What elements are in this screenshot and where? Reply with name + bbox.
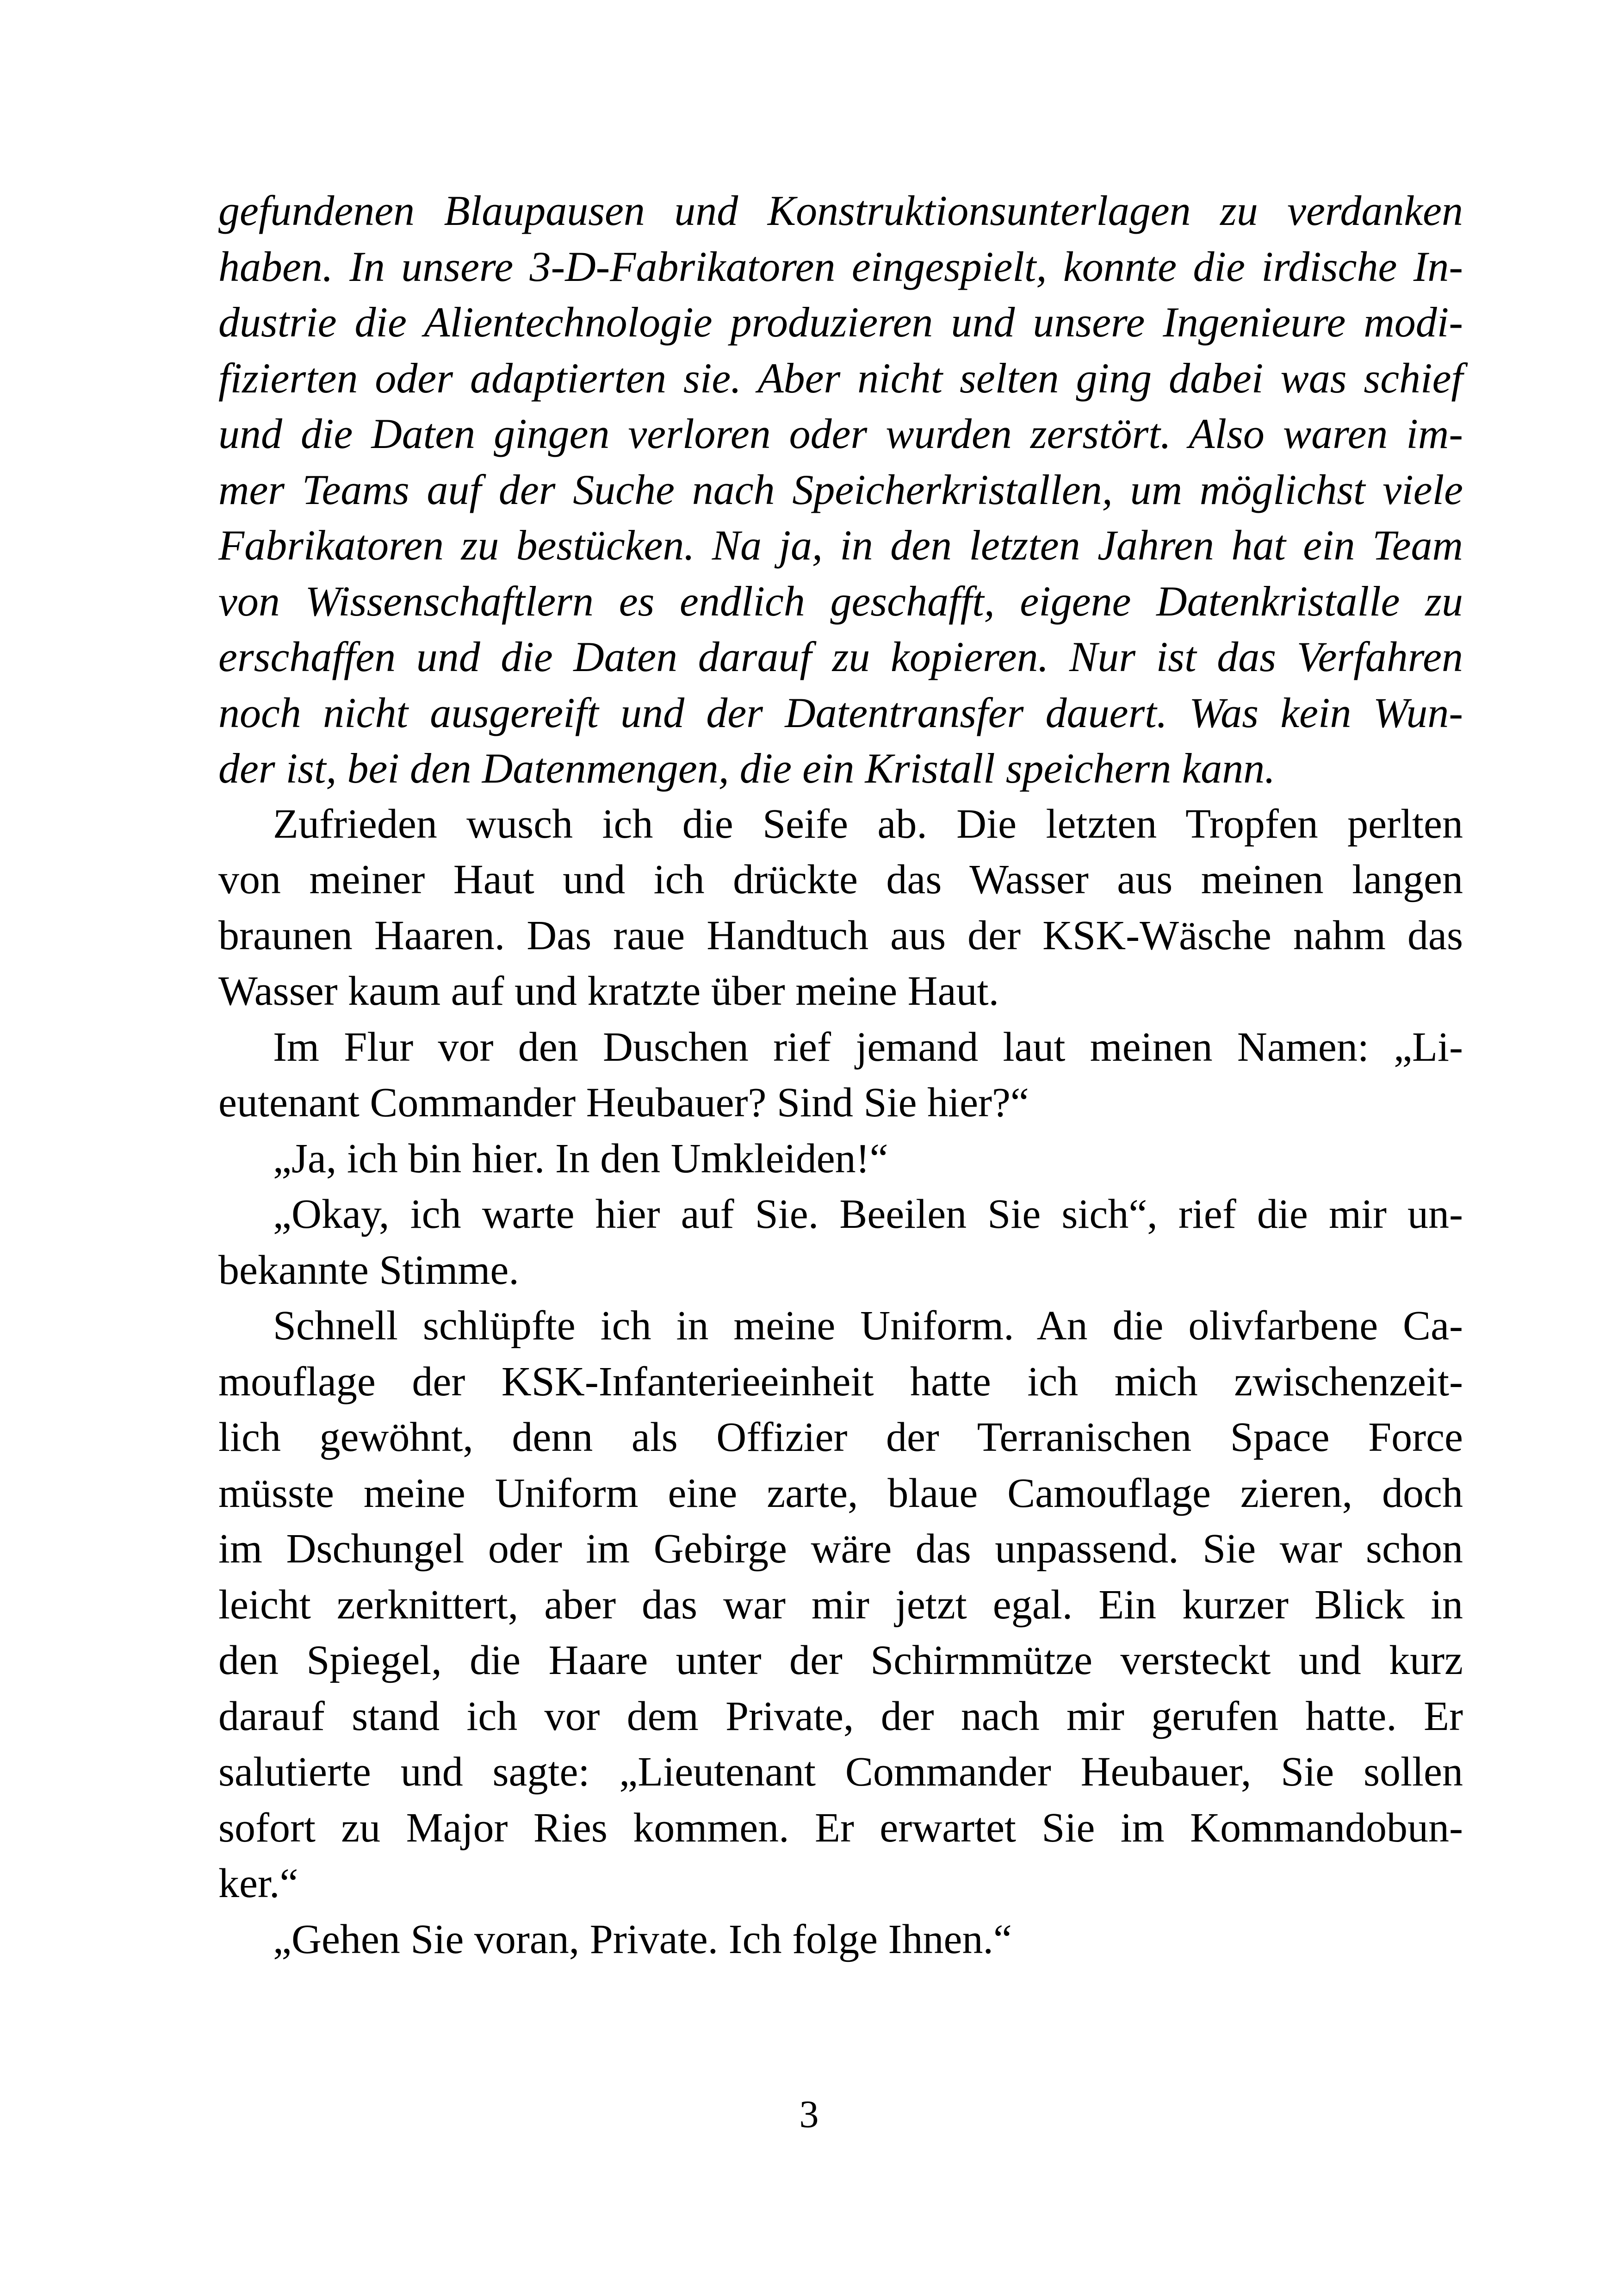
text-line: Im Flur vor den Duschen rief jemand laut meinen Namen: „Li- [273,1024,1463,1070]
text-line: Schnell schlüpfte ich in meine Uniform. An die olivfarbene Ca- [273,1303,1463,1349]
text-line: mer Teams auf der Suche nach Speicherkristallen, um möglichst viele [218,466,1463,513]
text-line: leicht zerknittert, aber das war mir jetzt egal. Ein kurzer Blick in [218,1581,1463,1628]
body-text [218,183,1463,1967]
text-line: „Ja, ich bin hier. In den Umkleiden!“ [273,1135,888,1182]
text-line: mouflage der KSK-Infanterieeinheit hatte ich mich zwischenzeit- [218,1358,1463,1405]
text-line: fizierten oder adaptierten sie. Aber nicht selten ging dabei was schief [218,354,1463,402]
text-line: Zufrieden wusch ich die Seife ab. Die letzten Tropfen perlten [273,801,1463,847]
text-line: gefundenen Blaupausen und Konstruktionsunterlagen zu verdanken [218,187,1463,234]
text-line: Wasser kaum auf und kratzte über meine Haut. [218,968,999,1014]
text-line: braunen Haaren. Das raue Handtuch aus der KSK-Wäsche nahm das [218,912,1463,958]
text-line: Fabrikatoren zu bestücken. Na ja, in den letzten Jahren hat ein Team [218,522,1463,569]
text-line: darauf stand ich vor dem Private, der nach mir gerufen hatte. Er [218,1693,1463,1739]
text-line: von Wissenschaftlern es endlich geschafft, eigene Datenkristalle zu [218,577,1463,625]
text-line: noch nicht ausgereift und der Datentransfer dauert. Was kein Wun- [218,689,1463,736]
text-line: müsste meine Uniform eine zarte, blaue Camouflage zieren, doch [218,1470,1463,1516]
text-line: „Okay, ich warte hier auf Sie. Beeilen Sie sich“, rief die mir un- [273,1191,1463,1237]
text-line: bekannte Stimme. [218,1247,519,1293]
text-line: ker.“ [218,1860,298,1906]
text-line: salutierte und sagte: „Lieutenant Commander Heubauer, Sie sollen [218,1749,1463,1795]
page-number: 3 [799,2093,819,2136]
text-line: erschaffen und die Daten darauf zu kopieren. Nur ist das Verfahren [218,633,1463,680]
text-line: der ist, bei den Datenmengen, die ein Kristall speichern kann. [218,745,1276,792]
text-line: sofort zu Major Ries kommen. Er erwartet Sie im Kommandobun- [218,1804,1463,1851]
text-line: den Spiegel, die Haare unter der Schirmmütze versteckt und kurz [218,1637,1463,1683]
text-line: „Gehen Sie voran, Private. Ich folge Ihnen.“ [273,1916,1012,1962]
text-line: eutenant Commander Heubauer? Sind Sie hier?“ [218,1080,1029,1126]
text-line: von meiner Haut und ich drückte das Wasser aus meinen langen [218,857,1463,902]
text-line: und die Daten gingen verloren oder wurden zerstört. Also waren im- [218,410,1463,457]
text-line: haben. In unsere 3-D-Fabrikatoren eingespielt, konnte die irdische In- [218,243,1463,290]
text-line: lich gewöhnt, denn als Offizier der Terranischen Space Force [218,1414,1463,1460]
text-line: im Dschungel oder im Gebirge wäre das unpassend. Sie war schon [218,1526,1463,1572]
text-line: dustrie die Alientechnologie produzieren und unsere Ingenieure modi- [218,299,1463,346]
